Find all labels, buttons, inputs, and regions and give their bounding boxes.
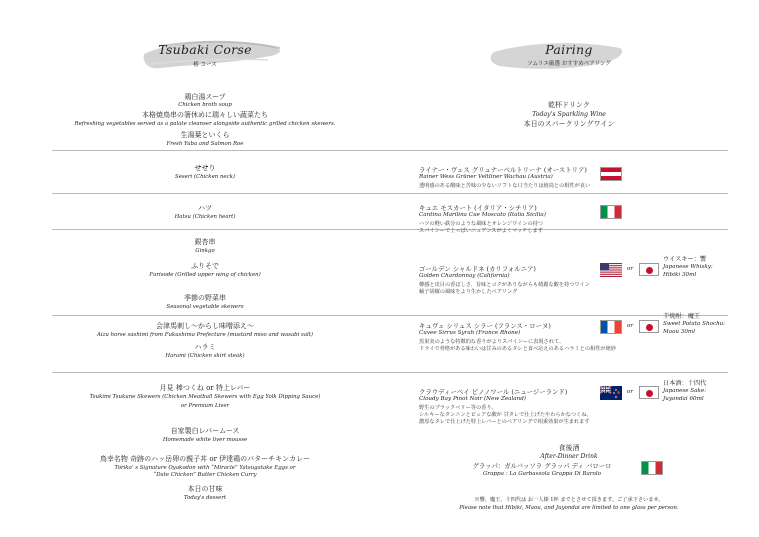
divider: [52, 229, 728, 230]
divider: [52, 315, 728, 316]
limit-note-jp: ※響、魔王、十四代は お一人様 1杯 までとさせて頂きます。ご了承下さいませ。: [474, 497, 664, 503]
course-item-jp: せせり: [194, 164, 216, 172]
or-label: or: [627, 323, 634, 329]
wine-name-en: Rainer Wess Grüner Veltliner Wachau (Austria): [419, 174, 553, 180]
course-item-en: Tsukimi Tsukune Skewers (Chicken Meatball Skewers with Egg Yolk Dipping Sauce): [89, 394, 321, 400]
divider: [52, 193, 728, 194]
course-item-en: Refreshing vegetables served as a palate cleanser alongside authentic grilled chicken skewers.: [74, 121, 336, 127]
digestif-drink-en: Grappa : La Garbassola Grappa Di Barolo: [482, 471, 602, 477]
wine-name-jp: ゴールデン シャルドネ (カリフォルニア): [419, 265, 536, 273]
course-item-jp: ハラミ: [194, 343, 216, 351]
course-item-jp: 鶏白湯スープ: [184, 93, 226, 101]
course-item-jp: 鳥幸名物 奇跡のハッ岳卵の親子丼 or 伊達鶏のバターチキンカレー: [99, 455, 311, 463]
sparkling-jp2: 本日のスパークリングワイン: [523, 120, 615, 128]
alt-drink-en: Japanese Whisky:: [663, 264, 713, 270]
course-item-jp: ふりそで: [191, 262, 219, 270]
course-item-jp: 月見 棒つくね or 特上レバー: [159, 384, 251, 392]
digestif-drink-jp: グラッパ：ガルバッソラ グラッパ ディ バローロ: [472, 462, 612, 470]
or-label: or: [627, 389, 634, 395]
wine-name-jp: キュエ モスカート (イタリア・シチリア): [419, 204, 537, 212]
alt-drink-en2: Maou 30ml: [663, 329, 696, 335]
wine-desc: 樽感と皮目の香ばしさ、旨味とコクがありながらも綺麗な酸を持つワイン: [419, 282, 590, 288]
alt-drink-jp: 日本酒：十四代: [663, 380, 707, 387]
course-item-jp: 本日の甘味: [187, 485, 223, 493]
divider: [52, 150, 728, 151]
wine-name-en: Cuvee Sirrus Syrah (France Rhone): [419, 330, 521, 336]
alt-drink-jp: 芋焼酎：魔王: [663, 313, 701, 320]
course-item-en: Aizu horse sashimi from Fukushima Prefecture (mustard miso and wasabi salt): [96, 332, 314, 338]
course-item-en: Homemade white liver mousse: [162, 437, 248, 443]
course-item-en: Toriko’ s Signature Oyakodon with “Miracle” Yatsugatake Eggs or: [114, 465, 296, 471]
wine-name-jp: クラウディーベイ ピノノワール (ニュージーランド): [419, 388, 568, 396]
wine-desc: 野生のブラックベリー等の香り、: [419, 405, 497, 411]
course-item-en: Today's dessert: [183, 495, 227, 501]
italy-flag-icon: [641, 461, 663, 475]
wine-desc: 透明感のある酸味と苦味の少ないソフトな口当たりは焼鳥との相性が良い: [419, 183, 591, 189]
wine-name-en: Cantina Marilina Cue Moscato (Italia Sicilia): [419, 212, 546, 218]
course-item-en: Seseri (Chicken neck): [175, 174, 235, 180]
wine-desc: 黒果実のような特徴的な香りがよりスパイシーに表現されて、: [419, 339, 565, 345]
alt-drink-en: Sweet Potato Shochu:: [663, 321, 726, 327]
pairing-title: Pairing: [545, 42, 593, 57]
course-item-jp: 季節の野菜串: [184, 294, 226, 302]
wine-desc: シルキーなタンニンとピュアな酸が 甘タレで仕上げたやわらかなつくね、: [419, 412, 592, 418]
alt-drink-en2: Juyondai 60ml: [663, 396, 704, 402]
wine-desc: 濃厚なタレで仕上げた特上レバーとのペアリングで相乗効果が生まれます: [419, 419, 590, 425]
sparkling-jp: 乾杯ドリンク: [548, 101, 590, 109]
wine-name-jp: ライナー・ヴェス グリュナーベルトリーナ (オーストリア): [419, 166, 587, 174]
course-item-en: Harami (Chicken skirt steak): [165, 353, 245, 359]
wine-desc: ハツの軽い鉄分のような風味とオレンジワインの持つ: [419, 221, 544, 227]
wine-name-en: Golden Chardonnay (California): [419, 273, 510, 279]
course-item-en: Ginkgo: [195, 248, 215, 254]
course-item-en2: “Date Chicken” Butter Chicken Curry: [153, 472, 257, 478]
wine-desc: スパイシーで上っぱいニュアンスがよくマッチします: [419, 228, 543, 234]
course-item-jp: 会津馬刺し～からし味噌添え～: [156, 322, 254, 330]
digestif-en: After-Dinner Drink: [540, 453, 598, 460]
alt-drink-en: Japanese Sake:: [663, 388, 707, 394]
japan-flag-icon: [639, 386, 659, 399]
austria-flag-icon: [600, 167, 622, 181]
wine-desc: 蛹子胡椒の風味をより生かしたペアリング: [419, 289, 518, 295]
course-item-jp: 本格焼鳥串の箸休めに瑞々しい蔬菜たち: [142, 111, 268, 119]
new-zealand-flag-icon: [600, 386, 622, 400]
course-item-en: Furisode (Grilled upper wing of chicken): [149, 272, 261, 278]
course-item-en: Hatsu (Chicken heart): [174, 214, 236, 220]
japan-flag-icon: [639, 263, 659, 276]
alt-drink-en2: Hibiki 30ml: [663, 272, 697, 278]
course-item-jp: 自家製白レバームース: [170, 427, 240, 435]
wine-desc: ドライで骨格がある味わいは甘みのあるタレと食べ応えのあるハラミとの相性が絶妙: [419, 346, 616, 352]
japan-flag-icon: [639, 320, 659, 333]
wine-name-en: Cloudy Bay Pinot Noir (New Zealand): [419, 396, 526, 402]
course-item-en: Seasonal vegetable skewers: [166, 304, 244, 310]
course-item-en: Fresh Yuba and Salmon Roe: [166, 141, 244, 147]
course-item-jp: 生湯葉といくら: [180, 131, 230, 139]
course-item-en: Chicken broth soup: [178, 102, 232, 108]
alt-drink-jp: ウイスキー：響: [663, 256, 707, 263]
course-subtitle: 椿 コース: [193, 62, 217, 68]
digestif-jp: 食後酒: [558, 444, 580, 452]
course-item-en2: or Premium Liver: [180, 403, 230, 409]
france-flag-icon: [600, 320, 622, 334]
course-item-jp: ハツ: [198, 204, 212, 212]
pairing-subtitle: ソムリエ厳選 おすすめペアリング: [527, 61, 611, 67]
limit-note-en: Please note that Hibiki, Maou, and Juyondai are limited to one glass per person.: [459, 505, 679, 511]
wine-name-jp: キュヴェ シリュス シラー (フランス・ローヌ): [419, 322, 551, 330]
divider: [52, 372, 728, 373]
or-label: or: [627, 266, 634, 272]
usa-flag-icon: [600, 263, 622, 277]
course-item-jp: 銀杏串: [194, 238, 216, 246]
sparkling-en: Today's Sparkling Wine: [532, 111, 606, 118]
italy-flag-icon: [600, 205, 622, 219]
course-title: Tsubaki Corse: [158, 42, 252, 57]
